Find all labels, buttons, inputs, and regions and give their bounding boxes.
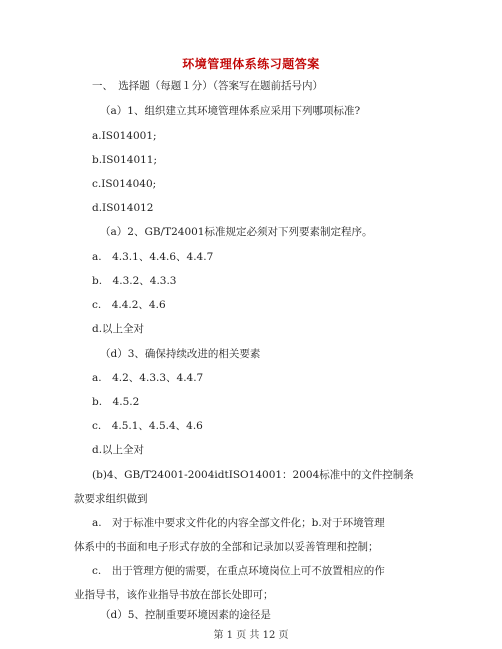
- question-5: （d）5、控制重要环境因素的途径是: [100, 609, 271, 621]
- option-3c: c. 4.5.1、4.5.4、4.6: [92, 420, 203, 432]
- question-4-line1: (b)4、GB/T24001-2004idtISO14001：2004标准中的文件控制条: [92, 469, 414, 481]
- option-2a: a. 4.3.1、4.4.6、4.4.7: [92, 251, 214, 263]
- option-2c: c. 4.4.2、4.6: [92, 299, 166, 311]
- option-2b: b. 4.3.2、4.3.3: [92, 275, 177, 287]
- option-4ab-line2: 体系中的书面和电子形式存放的全部和记录加以妥善管理和控制；: [74, 541, 379, 553]
- question-2: （a）2、GB/T24001标准规定必须对下列要素制定程序。: [100, 226, 373, 238]
- option-4c-line2: 业指导书，该作业指导书放在部长处即可；: [74, 589, 274, 601]
- question-3: （d）3、确保持续改进的相关要素: [100, 348, 261, 360]
- page-footer: 第 1 页 共 12 页: [213, 630, 289, 641]
- option-3a: a. 4.2、4.3.3、4.4.7: [92, 372, 204, 384]
- option-1c: c.IS014040;: [92, 178, 157, 190]
- question-1: （a）1、组织建立其环境管理体系应采用下列哪项标准?: [100, 105, 361, 117]
- section-heading: 一、 选择题（每题１分）（答案写在题前括号内）: [92, 80, 323, 92]
- option-1b: b.IS014011;: [92, 154, 158, 166]
- option-2d: d.以上全对: [92, 323, 145, 335]
- question-4-line2: 款要求组织做到: [74, 493, 148, 505]
- option-4ab-line1: a. 对于标准中要求文件化的内容全部文件化；b.对于环境管理: [92, 517, 385, 529]
- option-1a: a.IS014001;: [92, 130, 157, 142]
- option-3b: b. 4.5.2: [92, 396, 140, 408]
- option-4c-line1: c. 出于管理方便的需要，在重点环境岗位上可不放置相应的作: [92, 565, 385, 577]
- document-title: 环境管理体系练习题答案: [182, 57, 320, 71]
- option-1d: d.IS014012: [92, 202, 154, 214]
- option-3d: d.以上全对: [92, 444, 145, 456]
